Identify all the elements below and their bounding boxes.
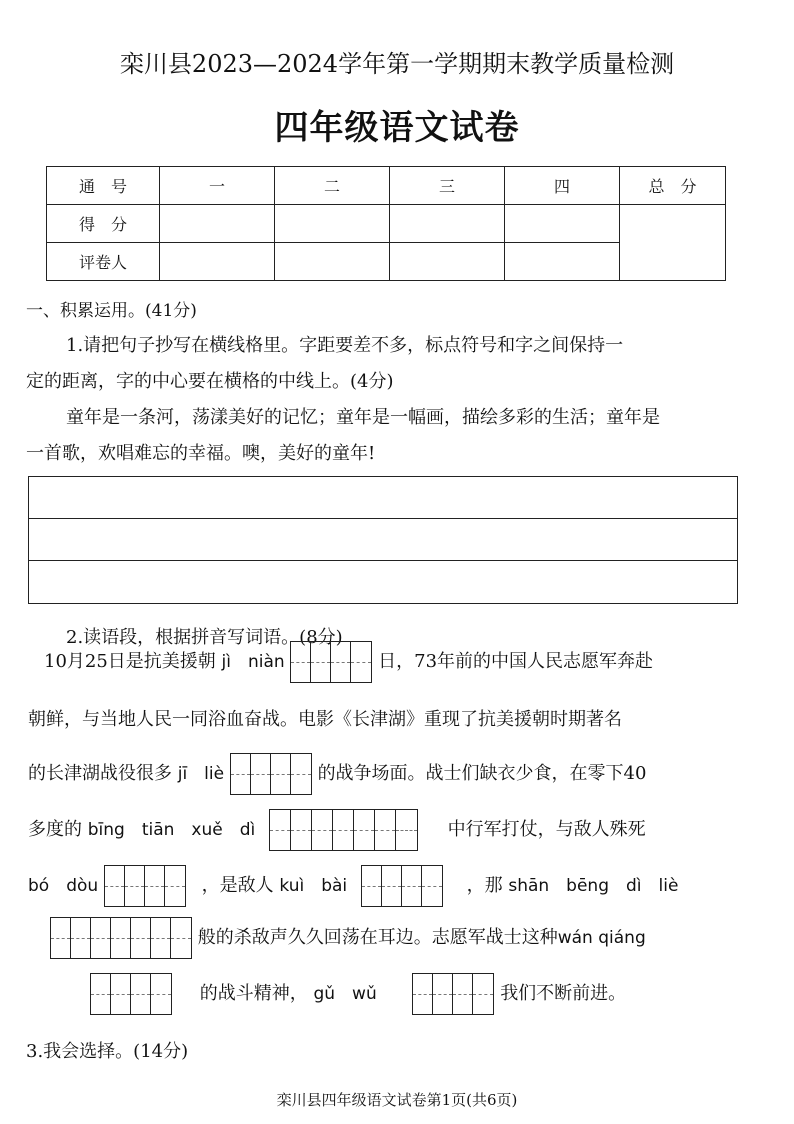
pinyin: jì niàn <box>221 652 285 672</box>
question-1-line1: 1.请把句子抄写在横线格里。字距要差不多，标点符号和字之间保持一 <box>66 335 624 356</box>
writing-lines[interactable] <box>28 476 738 604</box>
passage-row: 的战斗精神， gǔ wǔ 我们不断前进。 <box>90 972 626 1016</box>
pinyin: wán qiáng <box>557 928 646 948</box>
page-footer: 栾川县四年级语文试卷第1页(共6页) <box>276 1091 518 1109</box>
question-3-heading: 3.我会选择。(14分) <box>26 1041 189 1062</box>
score-row-label: 得 分 <box>47 205 160 243</box>
pinyin: bīng tiān xuě dì <box>87 820 256 840</box>
copy-text-line2: 一首歌，欢唱难忘的幸福。噢，美好的童年! <box>26 443 376 464</box>
answer-box[interactable] <box>50 917 192 959</box>
answer-box[interactable] <box>269 809 418 851</box>
score-table <box>46 166 726 281</box>
answer-box[interactable] <box>412 973 494 1015</box>
question-2-heading: 2.读语段，根据拼音写词语。(8分) <box>66 627 343 648</box>
passage-row: bó dòu ，是敌人 kuì bài ，那 shān bēng dì liè <box>28 864 678 908</box>
score-col-total: 总 分 <box>620 167 726 205</box>
score-table-header-row <box>47 167 726 205</box>
exam-subtitle: 栾川县2023—2024学年第一学期期末教学质量检测 <box>119 50 675 78</box>
passage-row: 朝鲜，与当地人民一同浴血奋战。电影《长津湖》重现了抗美援朝时期著名 <box>28 709 622 730</box>
answer-box[interactable] <box>230 753 312 795</box>
question-1-line2: 定的距离，字的中心要在横格的中线上。(4分) <box>26 371 394 392</box>
pinyin: gǔ wǔ <box>313 984 377 1004</box>
passage-row: 的长津湖战役很多 jī liè 的战争场面。战士们缺衣少食，在零下40 <box>28 752 646 796</box>
score-col-4: 四 <box>505 167 620 205</box>
passage-row: 10月25日是抗美援朝 jì niàn 日，73年前的中国人民志愿军奔赴 <box>44 640 653 684</box>
answer-box[interactable] <box>290 641 372 683</box>
pinyin: shān bēng dì liè <box>508 876 679 896</box>
pinyin: bó dòu <box>28 876 99 896</box>
total-score-cell <box>620 205 726 281</box>
passage-row: 多度的 bīng tiān xuě dì 中行军打仗，与敌人殊死 <box>28 808 646 852</box>
copy-text-line1: 童年是一条河，荡漾美好的记忆；童年是一幅画，描绘多彩的生活；童年是 <box>66 407 660 428</box>
score-col-label: 通 号 <box>47 167 160 205</box>
pinyin: jī liè <box>177 764 225 784</box>
section-heading: 一、积累运用。(41分) <box>26 301 197 321</box>
score-col-3: 三 <box>390 167 505 205</box>
score-col-2: 二 <box>275 167 390 205</box>
grader-row-label: 评卷人 <box>47 243 160 281</box>
score-col-1: 一 <box>160 167 275 205</box>
exam-title: 四年级语文试卷 <box>274 108 520 148</box>
answer-box[interactable] <box>90 973 172 1015</box>
score-table-row <box>47 205 726 243</box>
pinyin: kuì bài <box>279 876 348 896</box>
answer-box[interactable] <box>361 865 443 907</box>
passage-row: 般的杀敌声久久回荡在耳边。志愿军战士这种wán qiáng <box>50 916 646 960</box>
answer-box[interactable] <box>104 865 186 907</box>
